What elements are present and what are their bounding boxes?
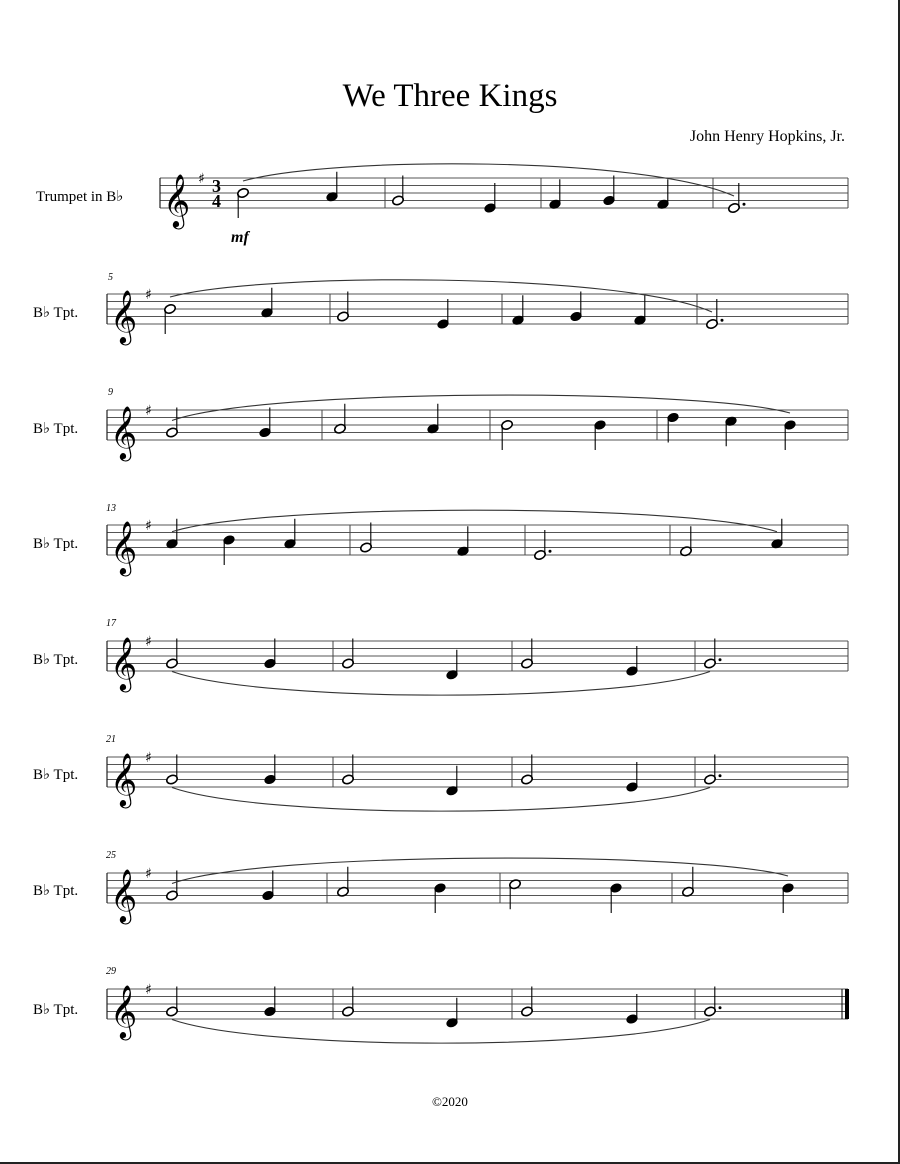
slur	[170, 280, 712, 312]
final-barline-thick	[845, 989, 849, 1019]
augmentation-dot	[719, 658, 722, 661]
instrument-name-system-6: B♭ Tpt.	[33, 767, 79, 783]
measure-number-21: 21	[106, 734, 116, 745]
treble-clef-icon: 𝄞	[163, 173, 191, 227]
instrument-name-system-1: Trumpet in B♭	[36, 189, 124, 205]
augmentation-dot	[549, 550, 552, 553]
slur	[243, 164, 734, 196]
key-signature-sharp-icon: ♯	[145, 982, 152, 998]
treble-clef-icon: 𝄞	[110, 636, 138, 690]
slur	[172, 395, 790, 420]
treble-clef-icon: 𝄞	[110, 984, 138, 1038]
instrument-name-system-7: B♭ Tpt.	[33, 883, 79, 899]
augmentation-dot	[719, 774, 722, 777]
measure-number-5: 5	[108, 272, 113, 283]
augmentation-dot	[719, 1006, 722, 1009]
copyright-notice: ©2020	[432, 1094, 468, 1109]
measure-number-17: 17	[106, 618, 116, 629]
key-signature-sharp-icon: ♯	[198, 171, 205, 187]
key-signature-sharp-icon: ♯	[145, 634, 152, 650]
augmentation-dot	[721, 319, 724, 322]
treble-clef-icon: 𝄞	[110, 752, 138, 806]
instrument-name-system-8: B♭ Tpt.	[33, 1002, 79, 1018]
treble-clef-icon: 𝄞	[110, 520, 138, 574]
composer-credit: John Henry Hopkins, Jr.	[689, 128, 845, 145]
treble-clef-icon: 𝄞	[110, 289, 138, 343]
treble-clef-icon: 𝄞	[110, 405, 138, 459]
treble-clef-icon: 𝄞	[110, 868, 138, 922]
measure-number-9: 9	[108, 387, 113, 398]
instrument-name-system-4: B♭ Tpt.	[33, 536, 79, 552]
instrument-name-system-5: B♭ Tpt.	[33, 652, 79, 668]
slur	[172, 858, 788, 883]
instrument-name-system-2: B♭ Tpt.	[33, 305, 79, 321]
instrument-name-system-3: B♭ Tpt.	[33, 421, 79, 437]
slur	[172, 510, 777, 532]
key-signature-sharp-icon: ♯	[145, 866, 152, 882]
key-signature-sharp-icon: ♯	[145, 518, 152, 534]
measure-number-29: 29	[106, 966, 116, 977]
measure-number-13: 13	[106, 503, 116, 514]
score-title: We Three Kings	[342, 78, 558, 114]
time-signature-denominator: 4	[212, 191, 221, 211]
dynamic-marking-mf: mf	[231, 229, 249, 246]
key-signature-sharp-icon: ♯	[145, 750, 152, 766]
time-signature-numerator: 3	[212, 176, 221, 196]
key-signature-sharp-icon: ♯	[145, 403, 152, 419]
augmentation-dot	[743, 203, 746, 206]
key-signature-sharp-icon: ♯	[145, 287, 152, 303]
measure-number-25: 25	[106, 850, 116, 861]
